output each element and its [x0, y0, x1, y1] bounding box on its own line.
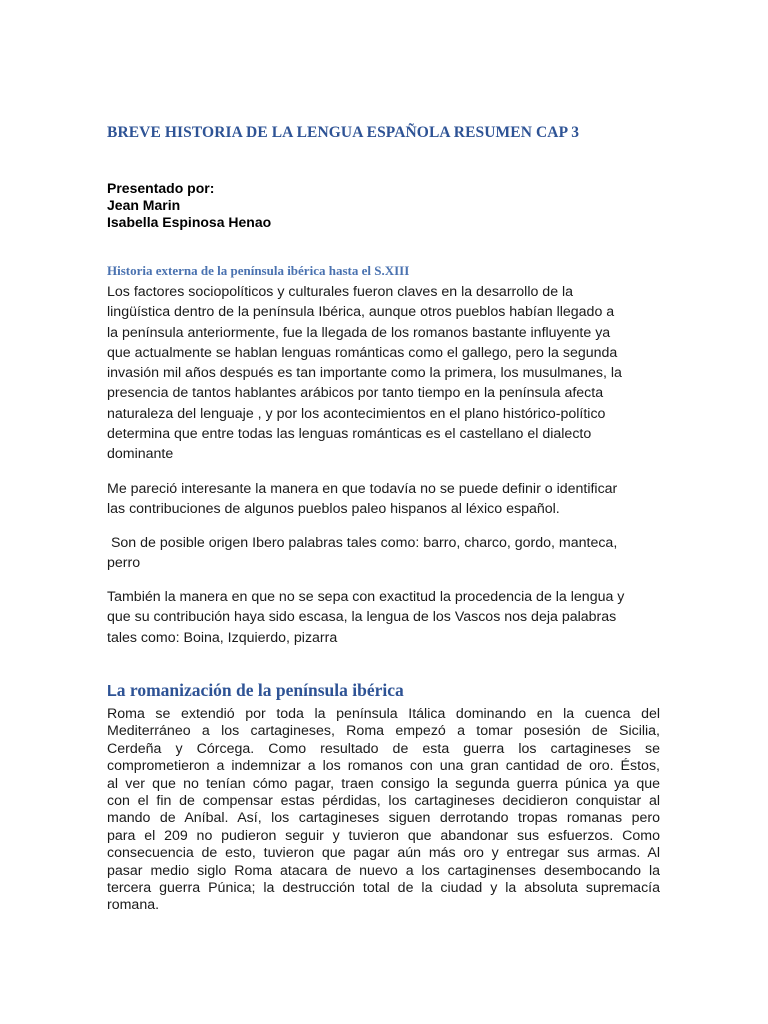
paragraph-line: tales como: Boina, Izquierdo, pizarra — [107, 629, 338, 646]
paragraph-line: con el fin de compensar estas pérdidas, los cartagineses decidieron conquistar al — [107, 793, 660, 810]
paragraph-line: que actualmente se hablan lenguas románticas como el gallego, pero la segunda — [107, 344, 618, 361]
paragraph-line: pasar medio siglo Roma atacara de nuevo a los cartaginenses desembocando la — [107, 862, 660, 879]
paragraph-line: la península anteriormente, fue la llegada de los romanos bastante influyente ya — [107, 324, 611, 341]
paragraph — [107, 587, 667, 648]
paragraph — [107, 479, 667, 520]
paragraph-line: tercera guerra Púnica; la destrucción total de la ciudad y la absoluta supremacía — [107, 880, 660, 897]
paragraph-line: que su contribución haya sido escasa, la lengua de los Vascos nos deja palabras — [107, 609, 617, 626]
paragraph-line: al ver que no tenían cómo pagar, traen consigo la segunda guerra púnica ya que — [107, 775, 660, 792]
paragraph — [107, 282, 667, 465]
section-heading-romanizacion — [107, 680, 404, 701]
section-heading-historia-externa: Historia externa de la península ibérica hasta el S.XIII — [107, 263, 410, 278]
paragraph-line: Me pareció interesante la manera en que todavía no se puede definir o identificar — [107, 481, 618, 497]
paragraph-line: mando de Aníbal. Así, los cartagineses siguen derrotando tropas romanas pero — [107, 810, 660, 827]
author-name: Isabella Espinosa Henao — [107, 214, 272, 230]
document-title: BREVE HISTORIA DE LA LENGUA ESPAÑOLA RESUMEN CAP 3 — [107, 124, 580, 141]
heading-text: a romanización de la península ibérica — [116, 680, 404, 700]
paragraph-line: invasión mil años después es tan importante como la primera, los musulmanes, la — [107, 365, 622, 382]
paragraph — [107, 533, 667, 574]
paragraph-line: lingüística dentro de la península Ibérica, aunque otros pueblos habían llegado a — [107, 304, 615, 321]
paragraph-line: Roma se extendió por toda la península Itálica dominando en la cuenca del — [107, 706, 660, 722]
paragraph-line: Mediterráneo a los cartagineses, Roma empezó a tomar posesión de Sicilia, — [107, 723, 660, 740]
presented-by-label: Presentado por: — [107, 180, 215, 196]
heading-initial: L — [107, 683, 117, 700]
paragraph-line: determina que entre todas las lenguas románticas es el castellano el dialecto — [107, 426, 592, 443]
paragraph-line: consecuencia de esto, tuvieron que pagar aún más oro y entregar sus armas. Al — [107, 845, 660, 862]
presented-by-block — [107, 180, 271, 231]
paragraph-romanizacion — [107, 706, 660, 915]
paragraph-line: Son de posible origen Ibero palabras tales como: barro, charco, gordo, manteca, — [107, 535, 618, 551]
author-name: Jean Marin — [107, 197, 181, 213]
paragraph-line: dominante — [107, 446, 174, 463]
paragraph-line: Los factores sociopolíticos y culturales fueron claves en la desarrollo de la — [107, 284, 574, 300]
paragraph-line: También la manera en que no se sepa con exactitud la procedencia de la lengua y — [107, 589, 625, 605]
paragraph-line: comprometieron a indemnizar a los romanos con una gran cantidad de oro. Éstos, — [107, 758, 660, 775]
paragraph-line: Cerdeña y Córcega. Como resultado de esta guerra los cartagineses se — [107, 740, 660, 757]
paragraph-line: presencia de tantos hablantes arábicos por tanto tiempo en la península afecta — [107, 385, 604, 402]
paragraph-line: para el 209 no pudieron seguir y tuvieron que abandonar sus esfuerzos. Como — [107, 827, 660, 844]
paragraph-line: romana. — [107, 897, 160, 914]
paragraph-line: las contribuciones de algunos pueblos paleo hispanos al léxico español. — [107, 501, 560, 518]
paragraph-line: perro — [107, 555, 141, 572]
paragraph-line: naturaleza del lenguaje , y por los acontecimientos en el plano histórico-político — [107, 405, 606, 422]
